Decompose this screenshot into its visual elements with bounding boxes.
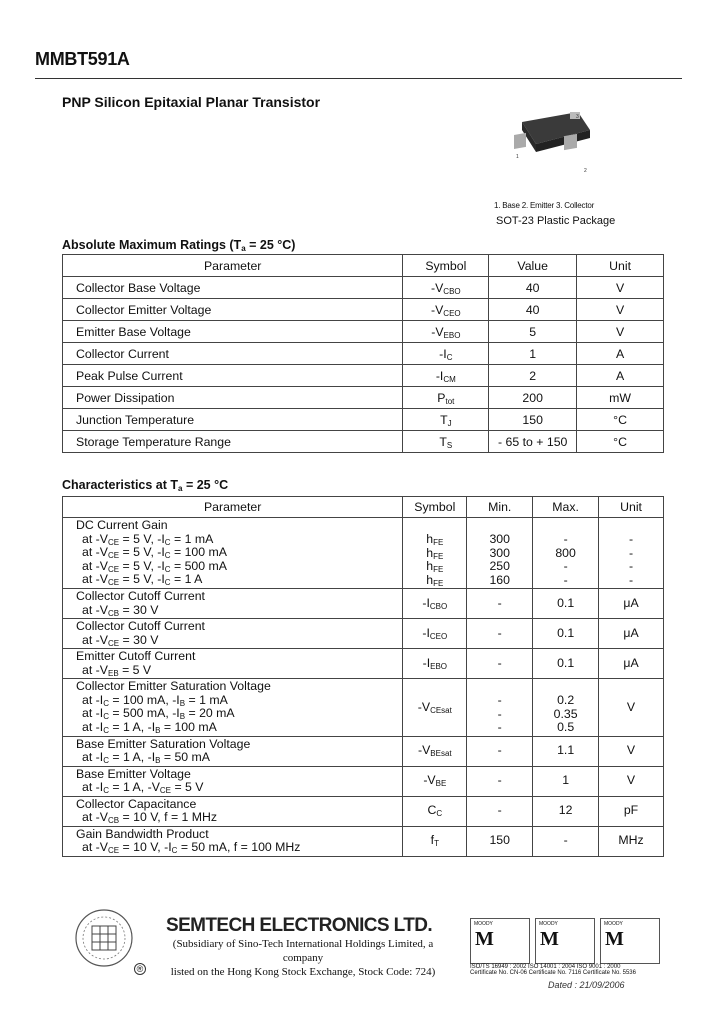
issue-date: Dated : 21/09/2006 — [548, 980, 625, 990]
cert-logo: MOODY M — [470, 918, 530, 964]
amr-title: Absolute Maximum Ratings ($T_a = 25$ °C) — [62, 238, 296, 253]
table-row — [63, 431, 664, 453]
max-cell: 1.1 — [533, 736, 599, 766]
header-cell: Symbol — [403, 497, 467, 518]
header-rule — [35, 78, 682, 79]
symbol-cell: $-V_{BE}$ — [403, 766, 467, 796]
param-cell: Peak Pulse Current — [63, 365, 403, 387]
table-row — [63, 649, 664, 679]
param-cell: Base Emitter Voltage at $-I_C = 1$ A, $-V_{CE} = 5$ V — [63, 766, 403, 796]
param-cell: Storage Temperature Range — [63, 431, 403, 453]
certification-logos — [470, 918, 665, 964]
value-cell: 40 — [489, 277, 577, 299]
min-cell: - — [467, 649, 533, 679]
sot23-package-image — [508, 108, 598, 174]
unit-cell: μA — [599, 589, 664, 619]
table-row — [63, 619, 664, 649]
param-cell: Emitter Cutoff Current at $-V_{EB} = 5$ V — [63, 649, 403, 679]
param-cell: Emitter Base Voltage — [63, 321, 403, 343]
max-cell: 0.1 — [533, 619, 599, 649]
max-cell: 0.1 — [533, 589, 599, 619]
value-cell: - 65 to + 150 — [489, 431, 577, 453]
param-cell: Base Emitter Saturation Voltage at $-I_C = 1$ A, $-I_B = 50$ mA — [63, 736, 403, 766]
value-cell: 200 — [489, 387, 577, 409]
unit-cell: mW — [577, 387, 664, 409]
pin-assignment: 1. Base 2. Emitter 3. Collector — [494, 201, 595, 210]
pin-2-label: 2 — [584, 168, 587, 174]
characteristics-title: Characteristics at $T_a = 25$ °C — [62, 478, 229, 493]
part-number: MMBT591A — [35, 49, 130, 69]
table-row — [63, 409, 664, 431]
unit-cell: MHz — [599, 826, 664, 856]
registered-mark: ® — [134, 963, 146, 975]
cert-logo: MOODY M — [535, 918, 595, 964]
param-cell: Collector Emitter Saturation Voltage at $-I_C = 100$ mA, $-I_B = 1$ mA at $-I_C = 500$ mA, $-I_B = 20$ mA at $-I_C = 1$ A, $-I_B = 100$ mA — [63, 679, 403, 737]
param-cell: Junction Temperature — [63, 409, 403, 431]
header-cell: Symbol — [403, 255, 489, 277]
unit-cell: V — [599, 736, 664, 766]
unit-cell: - - - - — [599, 518, 664, 589]
symbol-cell: $T_J$ — [403, 409, 489, 431]
table-row — [63, 321, 664, 343]
value-cell: 5 — [489, 321, 577, 343]
company-name: SEMTECH ELECTRONICS LTD. — [166, 915, 433, 936]
table-row — [63, 736, 664, 766]
symbol-cell: $-V_{CEO}$ — [403, 299, 489, 321]
max-cell: - 800 - - — [533, 518, 599, 589]
param-cell: Collector Current — [63, 343, 403, 365]
symbol-cell: $-I_{CBO}$ — [403, 589, 467, 619]
symbol-cell: $-I_{EBO}$ — [403, 649, 467, 679]
device-subtitle: PNP Silicon Epitaxial Planar Transistor — [62, 94, 321, 110]
certification-text: ISO/TS 16949 : 2002 ISO 14001 : 2004 ISO 9001 : 2000 Certificate No. CN-06 Certificate No. 7116 Certificate No. 5536 — [470, 964, 636, 976]
table-row — [63, 796, 664, 826]
unit-cell: °C — [577, 431, 664, 453]
unit-cell: V — [577, 299, 664, 321]
param-cell: Collector Cutoff Current at $-V_{CB} = 30$ V — [63, 589, 403, 619]
param-cell: Gain Bandwidth Product at $-V_{CE} = 10$ V, $-I_C = 50$ mA, f = 100 MHz — [63, 826, 403, 856]
unit-cell: pF — [599, 796, 664, 826]
absolute-max-ratings-table — [62, 254, 664, 453]
symbol-cell: $-V_{CBO}$ — [403, 277, 489, 299]
value-cell: 150 — [489, 409, 577, 431]
header-cell: Parameter — [63, 497, 403, 518]
param-cell: Collector Capacitance at $-V_{CB} = 10$ V, f = 1 MHz — [63, 796, 403, 826]
symbol-cell: $-I_C$ — [403, 343, 489, 365]
min-cell: 300 300 250 160 — [467, 518, 533, 589]
min-cell: - — [467, 589, 533, 619]
table-row — [63, 589, 664, 619]
min-cell: - — [467, 736, 533, 766]
min-cell: - — [467, 766, 533, 796]
symbol-cell: $P_{tot}$ — [403, 387, 489, 409]
symbol-cell: $-I_{CEO}$ — [403, 619, 467, 649]
table-row — [63, 387, 664, 409]
unit-cell: V — [577, 277, 664, 299]
param-cell: Power Dissipation — [63, 387, 403, 409]
min-cell: - — [467, 619, 533, 649]
unit-cell: A — [577, 343, 664, 365]
symbol-cell: $-I_{CM}$ — [403, 365, 489, 387]
header-cell: Unit — [577, 255, 664, 277]
symbol-cell: $-V_{BEsat}$ — [403, 736, 467, 766]
max-cell: 12 — [533, 796, 599, 826]
table-row — [63, 826, 664, 856]
unit-cell: μA — [599, 619, 664, 649]
min-cell: - — [467, 796, 533, 826]
table-row — [63, 299, 664, 321]
unit-cell: A — [577, 365, 664, 387]
max-cell: - — [533, 826, 599, 856]
param-cell: DC Current Gain at $-V_{CE} = 5$ V, $-I_C = 1$ mA at $-V_{CE} = 5$ V, $-I_C = 100$ mA at $-V_{CE} = 5$ V, $-I_C = 500$ mA at $-V_{CE} = 5$ V, $-I_C = 1$ A — [63, 518, 403, 589]
pin-1-label: 1 — [516, 154, 519, 160]
table-row — [63, 365, 664, 387]
table-row — [63, 766, 664, 796]
param-cell: Collector Base Voltage — [63, 277, 403, 299]
symbol-cell: $-V_{CEsat}$ — [403, 679, 467, 737]
unit-cell: V — [577, 321, 664, 343]
min-cell: - - - — [467, 679, 533, 737]
table-row — [63, 518, 664, 589]
value-cell: 40 — [489, 299, 577, 321]
header-cell: Min. — [467, 497, 533, 518]
max-cell: 0.2 0.35 0.5 — [533, 679, 599, 737]
table-header-row — [63, 497, 664, 518]
header-cell: Unit — [599, 497, 664, 518]
unit-cell: V — [599, 679, 664, 737]
table-row — [63, 343, 664, 365]
table-header-row — [63, 255, 664, 277]
cert-logo: MOODY M — [600, 918, 660, 964]
characteristics-table — [62, 496, 664, 857]
pin-3-label: 3 — [576, 114, 579, 120]
header-cell: Parameter — [63, 255, 403, 277]
symbol-cell: $h_{FE}$ $h_{FE}$ $h_{FE}$ $h_{FE}$ — [403, 518, 467, 589]
table-row — [63, 679, 664, 737]
header-cell: Value — [489, 255, 577, 277]
package-name: SOT-23 Plastic Package — [496, 215, 616, 227]
semtech-logo — [74, 908, 134, 968]
symbol-cell: $C_C$ — [403, 796, 467, 826]
table-row — [63, 277, 664, 299]
unit-cell: V — [599, 766, 664, 796]
unit-cell: μA — [599, 649, 664, 679]
value-cell: 2 — [489, 365, 577, 387]
value-cell: 1 — [489, 343, 577, 365]
max-cell: 0.1 — [533, 649, 599, 679]
symbol-cell: $f_T$ — [403, 826, 467, 856]
param-cell: Collector Cutoff Current at $-V_{CE} = 30$ V — [63, 619, 403, 649]
subsidiary-note: (Subsidiary of Sino-Tech International Holdings Limited, a company listed on the Hong Kong Stock Exchange, Stock Code: 724) — [170, 938, 436, 978]
unit-cell: °C — [577, 409, 664, 431]
param-cell: Collector Emitter Voltage — [63, 299, 403, 321]
header-cell: Max. — [533, 497, 599, 518]
symbol-cell: $-V_{EBO}$ — [403, 321, 489, 343]
max-cell: 1 — [533, 766, 599, 796]
symbol-cell: $T_S$ — [403, 431, 489, 453]
min-cell: 150 — [467, 826, 533, 856]
